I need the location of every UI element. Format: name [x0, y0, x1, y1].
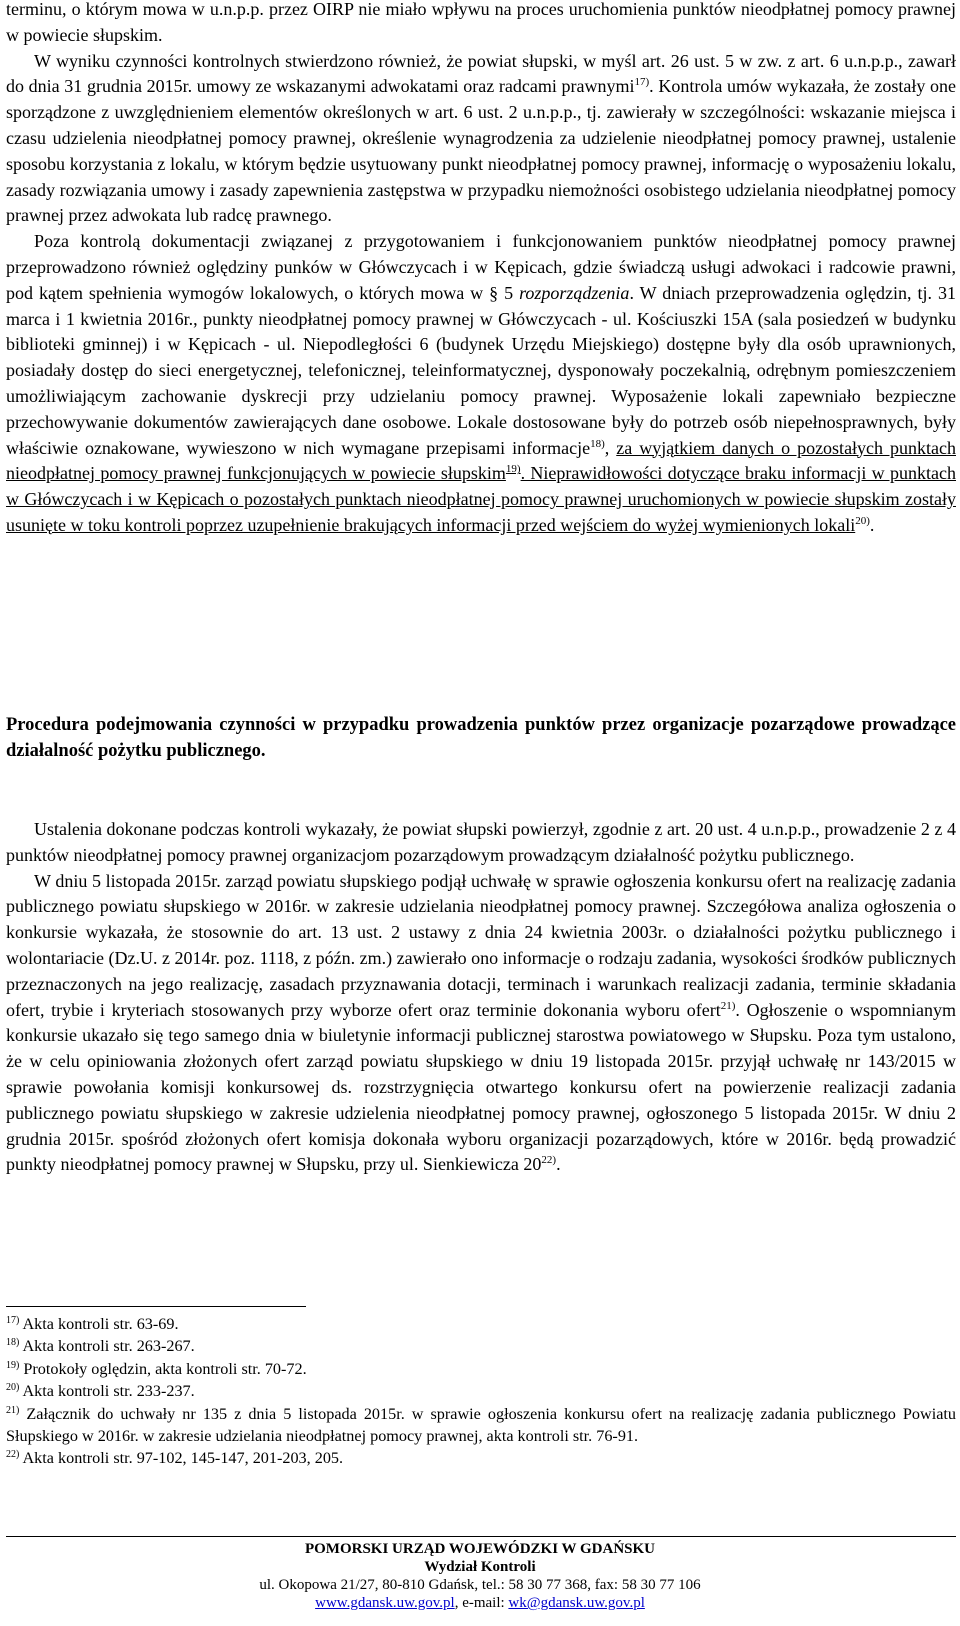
footnote-mark: 22) — [6, 1449, 20, 1461]
footnote-17 — [6, 1313, 956, 1335]
text-run: Poza kontrolą dokumentacji związanej z przygotowaniem i funkcjonowaniem punktów nieodpłatnej pomocy prawnej przeprowadzono również oględziny punków w Główczycach i w Kępicach, gdzie świadczą usługi adwokaci i radcowie prawni, pod kątem spełnienia wymogów lokalowych, o których mowa w § 5 — [6, 231, 956, 303]
footnote-text: Akta kontroli str. 233-237. — [19, 1382, 195, 1401]
footer-department: Wydział Kontroli — [424, 1559, 536, 1575]
text-run: . — [556, 1154, 561, 1175]
footnote-19 — [6, 1358, 956, 1380]
text-run: . W dniach przeprowadzenia oględzin, tj. 31 marca i 1 kwietnia 2016r., punkty nieodpłatnej pomocy prawnej w Główczycach - ul. Kościuszki 15A (sala posiedzeń w budynku biblioteki gminnej) i w Kępicach - ul. Niepodległości 6 (budynek Urzędu Miejskiego) dostępne były dla osób uprawnionych, posiadały dostęp do sieci energetycznej, telefonicznej, teleinformatycznej, dysponowały poczekalnią, odrębnym pomieszczeniem umożliwiającym zachowanie dyskrecji przy udzielaniu pomocy prawnej. Wyposażenie lokali zapewniało bezpieczne przechowywanie dokumentów zawierających dane osobowe. Lokale dostosowane były do potrzeb osób niepełnosprawnych, były właściwie oznakowane, wywieszono w nich wymagane przepisami informacje — [6, 282, 956, 458]
underlined-text: . Nieprawidłowości dotyczące braku informacji w punktach w Główczycach i w Kępicach o pozostałych punktach nieodpłatnej pomocy prawnej uruchomionych w powiecie słupskim zostały usunięte w toku kontroli poprzez uzupełnienie brakujących informacji przed wejściem do wyżej wymienionych lokali — [6, 463, 956, 535]
intro-paragraph-2 — [6, 49, 956, 230]
footnote-ref-19[interactable]: 19) — [505, 463, 521, 476]
footnote-mark: 18) — [6, 1337, 20, 1349]
footnote-21 — [6, 1403, 956, 1448]
italic-text: rozporządzenia — [519, 282, 630, 303]
footnote-mark: 20) — [6, 1382, 20, 1394]
text-run: , — [604, 437, 617, 458]
footnote-ref-17[interactable]: 17) — [634, 76, 650, 89]
footnote-divider — [6, 1306, 306, 1307]
footnote-18 — [6, 1335, 956, 1357]
footer-divider — [6, 1536, 956, 1537]
footnote-mark: 19) — [6, 1359, 20, 1371]
text-run: W dniu 5 listopada 2015r. zarząd powiatu słupskiego podjął uchwałę w sprawie ogłoszenia konkursu ofert na realizację zadania publicznego powiatu słupskiego w 2016r. w zakresie udzielania nieodpłatnej pomocy prawnej. Szczegółowa analiza ogłoszenia o konkursie wykazała, że stosownie do art. 13 ust. 2 ustawy z dnia 24 kwietnia 2003r. o działalności pożytku publicznego i wolontariacie (Dz.U. z 2014r. poz. 1118, z późn. zm.) zawierało ono informacje o rodzaju zadania, wysokości środków publicznych przeznaczonych na jego realizację, zasadach przyznawania dotacji, terminach i warunkach realizacji zadania, terminie składania ofert, trybie i kryteriach stosowanych przy wyborze ofert oraz terminie dokonania wyboru ofert — [6, 870, 956, 1020]
section-text — [6, 817, 956, 1178]
footnote-text: Załącznik do uchwały nr 135 z dnia 5 listopada 2015r. w sprawie ogłoszenia konkursu ofert na realizację zadania publicznego Powiatu Słupskiego w 2016r. w zakresie udzielania nieodpłatnej pomocy prawnej, akta kontroli str. 76-91. — [6, 1404, 956, 1446]
email-link[interactable]: wk@gdansk.uw.gov.pl — [508, 1595, 645, 1611]
footer-contact — [0, 1594, 960, 1612]
footnote-text: Protokoły oględzin, akta kontroli str. 70-72. — [19, 1359, 307, 1378]
section-paragraph-2 — [6, 869, 956, 1179]
footnote-ref-20[interactable]: 20) — [855, 514, 870, 527]
footnote-mark: 21) — [6, 1404, 20, 1416]
footnotes — [6, 1313, 956, 1470]
intro-text — [6, 0, 956, 539]
text-run: . — [869, 514, 875, 535]
footnote-text: Akta kontroli str. 263-267. — [19, 1337, 195, 1356]
footnote-mark: 17) — [6, 1315, 20, 1326]
text-run: . Kontrola umów wykazała, że zostały one sporządzone z uwzględnieniem elementów określonych w art. 6 ust. 2 u.n.p.p., tj. zawierały w szczególności: wskazanie miejsca i czasu udzielenia nieodpłatnej pomocy prawnej, określenie wynagrodzenia za udzielenie nieodpłatnej pomocy prawnej, ustalenie sposobu korzystania z lokalu, w którym będzie usytuowany punkt nieodpłatnej pomocy prawnej, informację o wyposażeniu lokalu, zasady rozwiązania umowy i zasady zapewnienia zastępstwa w przypadku niemożności osobistego udzielania nieodpłatnej pomocy prawnej przez adwokata lub radcę prawnego. — [6, 76, 956, 226]
footnote-22 — [6, 1447, 956, 1469]
footnote-ref-21[interactable]: 21) — [720, 999, 736, 1012]
underlined-text: za wyjątkiem danych o pozostałych punktach nieodpłatnej pomocy prawnej funkcjonujących w powiecie słupskim — [6, 437, 956, 484]
footnote-text: Akta kontroli str. 97-102, 145-147, 201-203, 205. — [19, 1449, 344, 1468]
website-link[interactable]: www.gdansk.uw.gov.pl — [315, 1595, 455, 1611]
text-run: . Ogłoszenie o wspomnianym konkursie ukazało się tego samego dnia w biuletynie informacji publicznej starostwa powiatowego w Słupsku. Poza tym ustalono, że w celu opiniowania złożonych ofert zarząd powiatu słupskiego w dniu 19 listopada 2015r. przyjął uchwałę nr 143/2015 w sprawie powołania komisji konkursowej ds. rozstrzygnięcia otwartego konkursu ofert na powierzenie realizacji zadania publicznego powiatu słupskiego w zakresie udzielenia nieodpłatnej pomocy prawnej, ogłoszonego 5 listopada 2015r. W dniu 2 grudnia 2015r. spośród złożonych ofert komisja dokonała wyboru organizacji pozarządowych, które w 2016r. będą prowadzić punkty nieodpłatnej pomocy prawnej w Słupsku, przy ul. Sienkiewicza 20 — [6, 999, 956, 1175]
footnote-ref-22[interactable]: 22) — [541, 1154, 557, 1167]
footnote-20 — [6, 1380, 956, 1402]
email-label: , e-mail: — [454, 1595, 509, 1611]
intro-paragraph-1: terminu, o którym mowa w u.n.p.p. przez OIRP nie miało wpływu na proces uruchomienia punktów nieodpłatnej pomocy prawnej w powiecie słupskim. — [6, 0, 956, 45]
footnote-ref-18[interactable]: 18) — [590, 437, 605, 450]
page-footer — [0, 1540, 960, 1612]
footer-organization: POMORSKI URZĄD WOJEWÓDZKI W GDAŃSKU — [304, 1541, 656, 1557]
footer-address: ul. Okopowa 21/27, 80-810 Gdańsk, tel.: 58 30 77 368, fax: 58 30 77 106 — [259, 1577, 701, 1593]
section-paragraph-1: Ustalenia dokonane podczas kontroli wykazały, że powiat słupski powierzył, zgodnie z art. 20 ust. 4 u.n.p.p., prowadzenie 2 z 4 punktów nieodpłatnej pomocy prawnej organizacjom pozarządowym prowadzącym działalność pożytku publicznego. — [6, 819, 956, 865]
intro-paragraph-3 — [6, 229, 956, 539]
footnote-text: Akta kontroli str. 63-69. — [19, 1315, 179, 1333]
section-heading: Procedura podejmowania czynności w przypadku prowadzenia punktów przez organizacje pozarządowe prowadzące działalność pożytku publicznego. — [6, 715, 956, 761]
text-run: W wyniku czynności kontrolnych stwierdzono również, że powiat słupski, w myśl art. 26 ust. 5 w zw. z art. 6 u.n.p.p., zawarł do dnia 31 grudnia 2015r. umowy ze wskazanymi adwokatami oraz radcami prawnymi — [6, 50, 956, 97]
